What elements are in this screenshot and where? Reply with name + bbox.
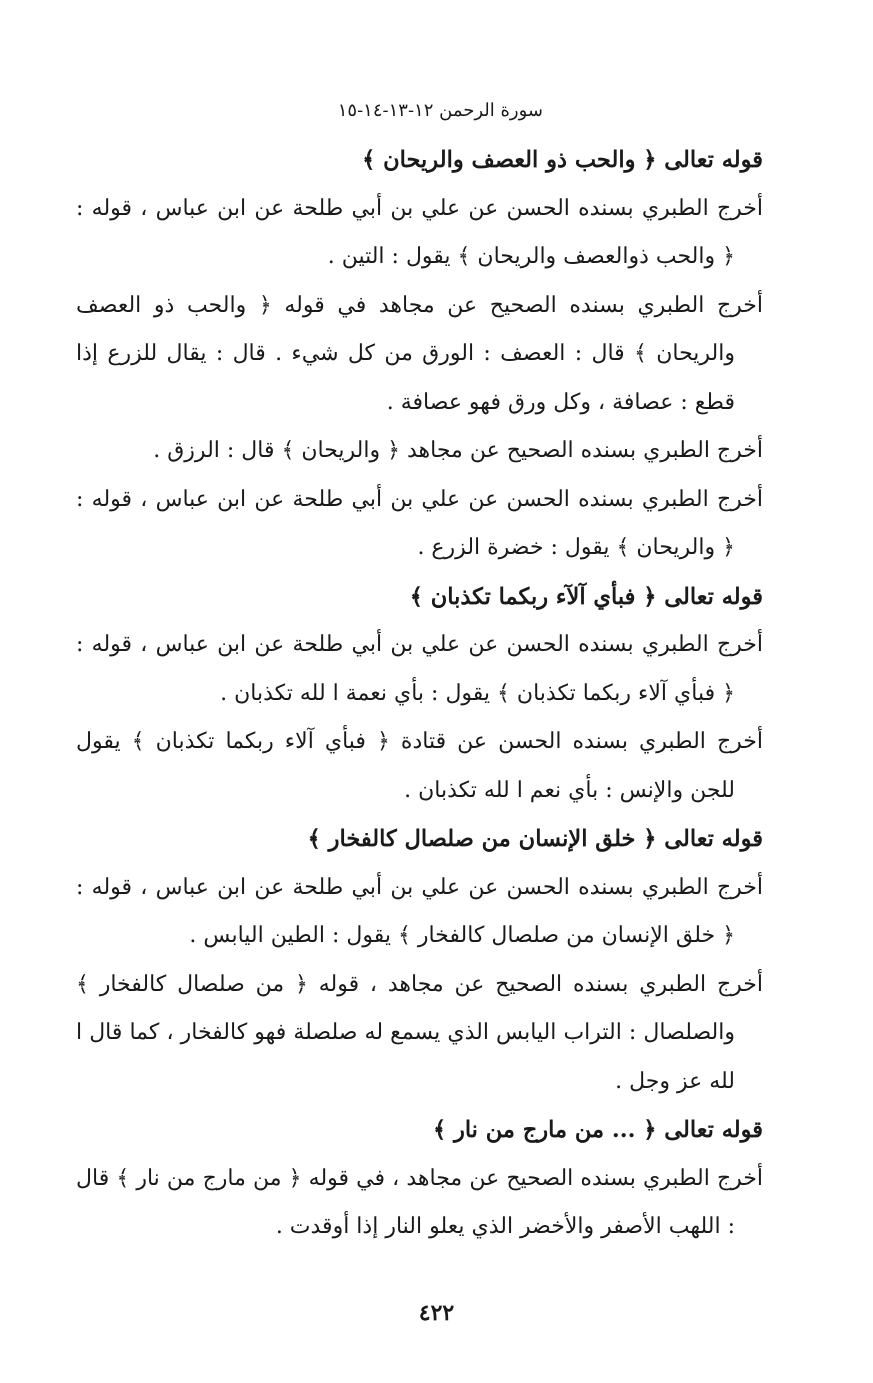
commentary-paragraph: أخرج الطبري بسنده الحسن عن علي بن أبي طلحة عن ابن عباس ، قوله : ﴿ والحب ذوالعصف والريحان ﴾ يقول : التين .: [76, 195, 763, 269]
commentary-paragraph: أخرج الطبري بسنده الحسن عن علي بن أبي طلحة عن ابن عباس ، قوله : ﴿ فبأي آلاء ربكما تكذبان ﴾ يقول : بأي نعمة ا لله تكذبان .: [76, 632, 763, 706]
commentary-paragraph: أخرج الطبري بسنده الحسن عن قتادة ﴿ فبأي آلاء ربكما تكذبان ﴾ يقول للجن والإنس : بأي نعم ا لله تكذبان .: [76, 729, 763, 803]
commentary-paragraph: أخرج الطبري بسنده الصحيح عن مجاهد ﴿ والريحان ﴾ قال : الرزق .: [153, 438, 763, 463]
commentary-paragraph: أخرج الطبري بسنده الصحيح عن مجاهد في قوله ﴿ والحب ذو العصف والريحان ﴾ قال : العصف : الورق من كل شيء . قال : يقال للزرع إذا قطع : عصافة ، وكل ورق فهو عصافة .: [76, 292, 763, 415]
running-head: سورة الرحمن ١٢-١٣-١٤-١٥: [337, 100, 543, 121]
commentary-paragraph: أخرج الطبري بسنده الحسن عن علي بن أبي طلحة عن ابن عباس ، قوله : ﴿ خلق الإنسان من صلصال كالفخار ﴾ يقول : الطين اليابس .: [76, 874, 763, 948]
body-text: [76, 136, 763, 1252]
verse-heading: قوله تعالى ﴿ ... من مارج من نار ﴾: [432, 1117, 763, 1143]
commentary-paragraph: أخرج الطبري بسنده الصحيح عن مجاهد ، في قوله ﴿ من مارج من نار ﴾ قال : اللهب الأصفر والأخضر الذي يعلو النار إذا أوقدت .: [76, 1165, 763, 1239]
commentary-paragraph: أخرج الطبري بسنده الصحيح عن مجاهد ، قوله ﴿ من صلصال كالفخار ﴾ والصلصال : التراب اليابس الذي يسمع له صلصلة فهو كالفخار ، كما قال ا لله عز وجل .: [76, 971, 763, 1094]
verse-heading: قوله تعالى ﴿ والحب ذو العصف والريحان ﴾: [362, 147, 763, 173]
verse-heading: قوله تعالى ﴿ فبأي آلآء ربكما تكذبان ﴾: [409, 583, 763, 610]
verse-heading: قوله تعالى ﴿ خلق الإنسان من صلصال كالفخار ﴾: [307, 826, 763, 852]
commentary-paragraph: أخرج الطبري بسنده الحسن عن علي بن أبي طلحة عن ابن عباس ، قوله : ﴿ والريحان ﴾ يقول : خضرة الزرع .: [76, 486, 763, 560]
page-number: ٤٢٢: [418, 1300, 455, 1326]
